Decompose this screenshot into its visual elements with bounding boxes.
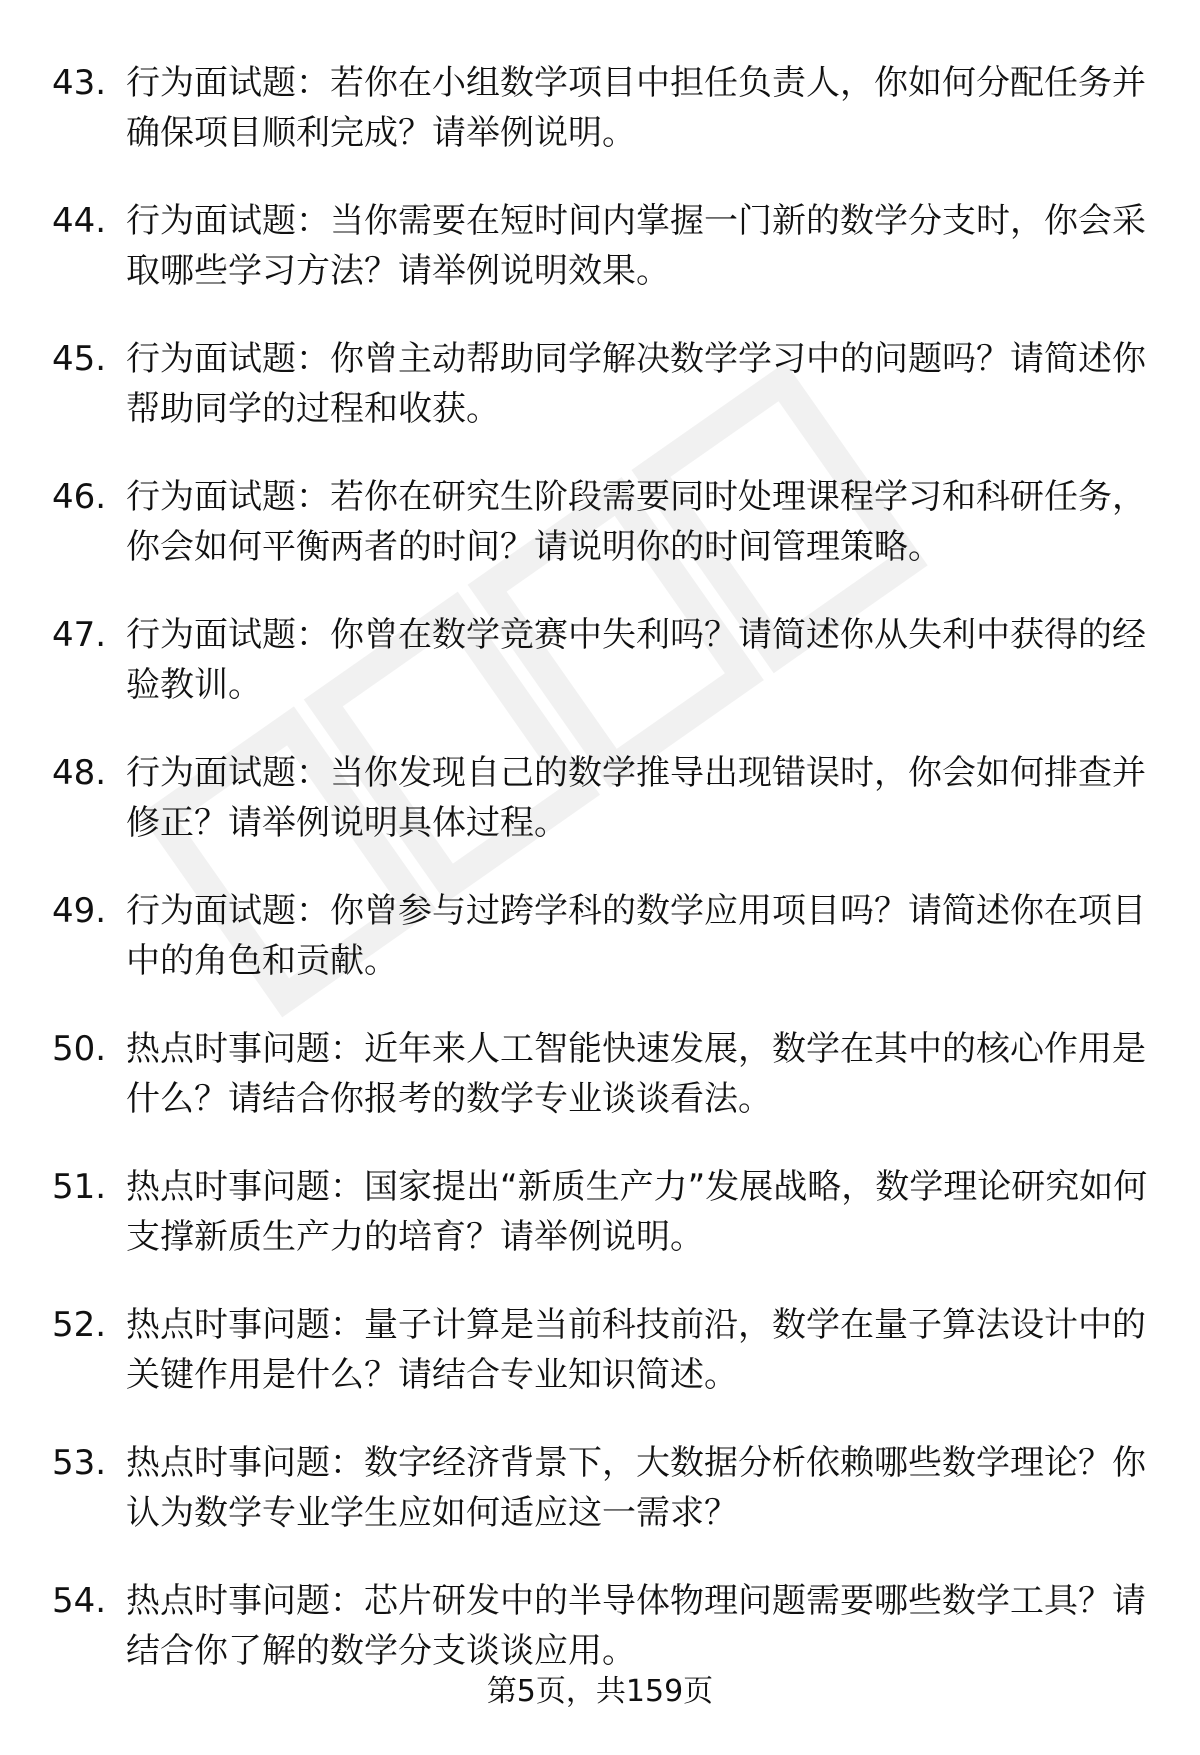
- question-number: 54.: [52, 1581, 107, 1621]
- question-number: 48.: [52, 753, 107, 793]
- question-item: [52, 1438, 1152, 1538]
- question-item: [52, 748, 1152, 848]
- question-item: [52, 886, 1152, 986]
- question-item: [52, 334, 1152, 434]
- question-item: [52, 196, 1152, 296]
- question-item: [52, 1024, 1152, 1124]
- question-number: 53.: [52, 1443, 107, 1483]
- question-number: 44.: [52, 201, 107, 241]
- question-text: 行为面试题：当你发现自己的数学推导出现错误时，你会如何排查并修正？请举例说明具体过程。: [126, 753, 1146, 843]
- question-text: 行为面试题：你曾主动帮助同学解决数学学习中的问题吗？请简述你帮助同学的过程和收获。: [126, 339, 1146, 429]
- question-list: [52, 58, 1152, 1714]
- question-item: [52, 610, 1152, 710]
- question-text: 行为面试题：若你在研究生阶段需要同时处理课程学习和科研任务，你会如何平衡两者的时间？请说明你的时间管理策略。: [126, 477, 1146, 567]
- question-number: 45.: [52, 339, 107, 379]
- question-text: 热点时事问题：近年来人工智能快速发展，数学在其中的核心作用是什么？请结合你报考的数学专业谈谈看法。: [126, 1029, 1146, 1119]
- question-number: 46.: [52, 477, 107, 517]
- question-number: 49.: [52, 891, 107, 931]
- question-text: 热点时事问题：数字经济背景下，大数据分析依赖哪些数学理论？你认为数学专业学生应如何适应这一需求？: [126, 1443, 1146, 1533]
- question-text: 行为面试题：你曾参与过跨学科的数学应用项目吗？请简述你在项目中的角色和贡献。: [126, 891, 1146, 981]
- question-number: 47.: [52, 615, 107, 655]
- question-text: 热点时事问题：国家提出“新质生产力”发展战略，数学理论研究如何支撑新质生产力的培育？请举例说明。: [126, 1167, 1148, 1257]
- question-number: 51.: [52, 1167, 107, 1207]
- question-text: 行为面试题：若你在小组数学项目中担任负责人，你如何分配任务并确保项目顺利完成？请举例说明。: [126, 63, 1146, 153]
- question-item: [52, 1162, 1152, 1262]
- question-item: [52, 472, 1152, 572]
- question-item: [52, 58, 1152, 158]
- page-footer: [0, 1672, 1200, 1712]
- question-text: 热点时事问题：芯片研发中的半导体物理问题需要哪些数学工具？请结合你了解的数学分支谈谈应用。: [126, 1581, 1146, 1671]
- question-item: [52, 1576, 1152, 1676]
- question-item: [52, 1300, 1152, 1400]
- page-number-indicator: 第5页，共159页: [486, 1674, 714, 1709]
- question-number: 50.: [52, 1029, 107, 1069]
- question-text: 热点时事问题：量子计算是当前科技前沿，数学在量子算法设计中的关键作用是什么？请结合专业知识简述。: [126, 1305, 1146, 1395]
- question-number: 52.: [52, 1305, 107, 1345]
- question-text: 行为面试题：你曾在数学竞赛中失利吗？请简述你从失利中获得的经验教训。: [126, 615, 1146, 705]
- question-text: 行为面试题：当你需要在短时间内掌握一门新的数学分支时，你会采取哪些学习方法？请举例说明效果。: [126, 201, 1146, 291]
- question-number: 43.: [52, 63, 107, 103]
